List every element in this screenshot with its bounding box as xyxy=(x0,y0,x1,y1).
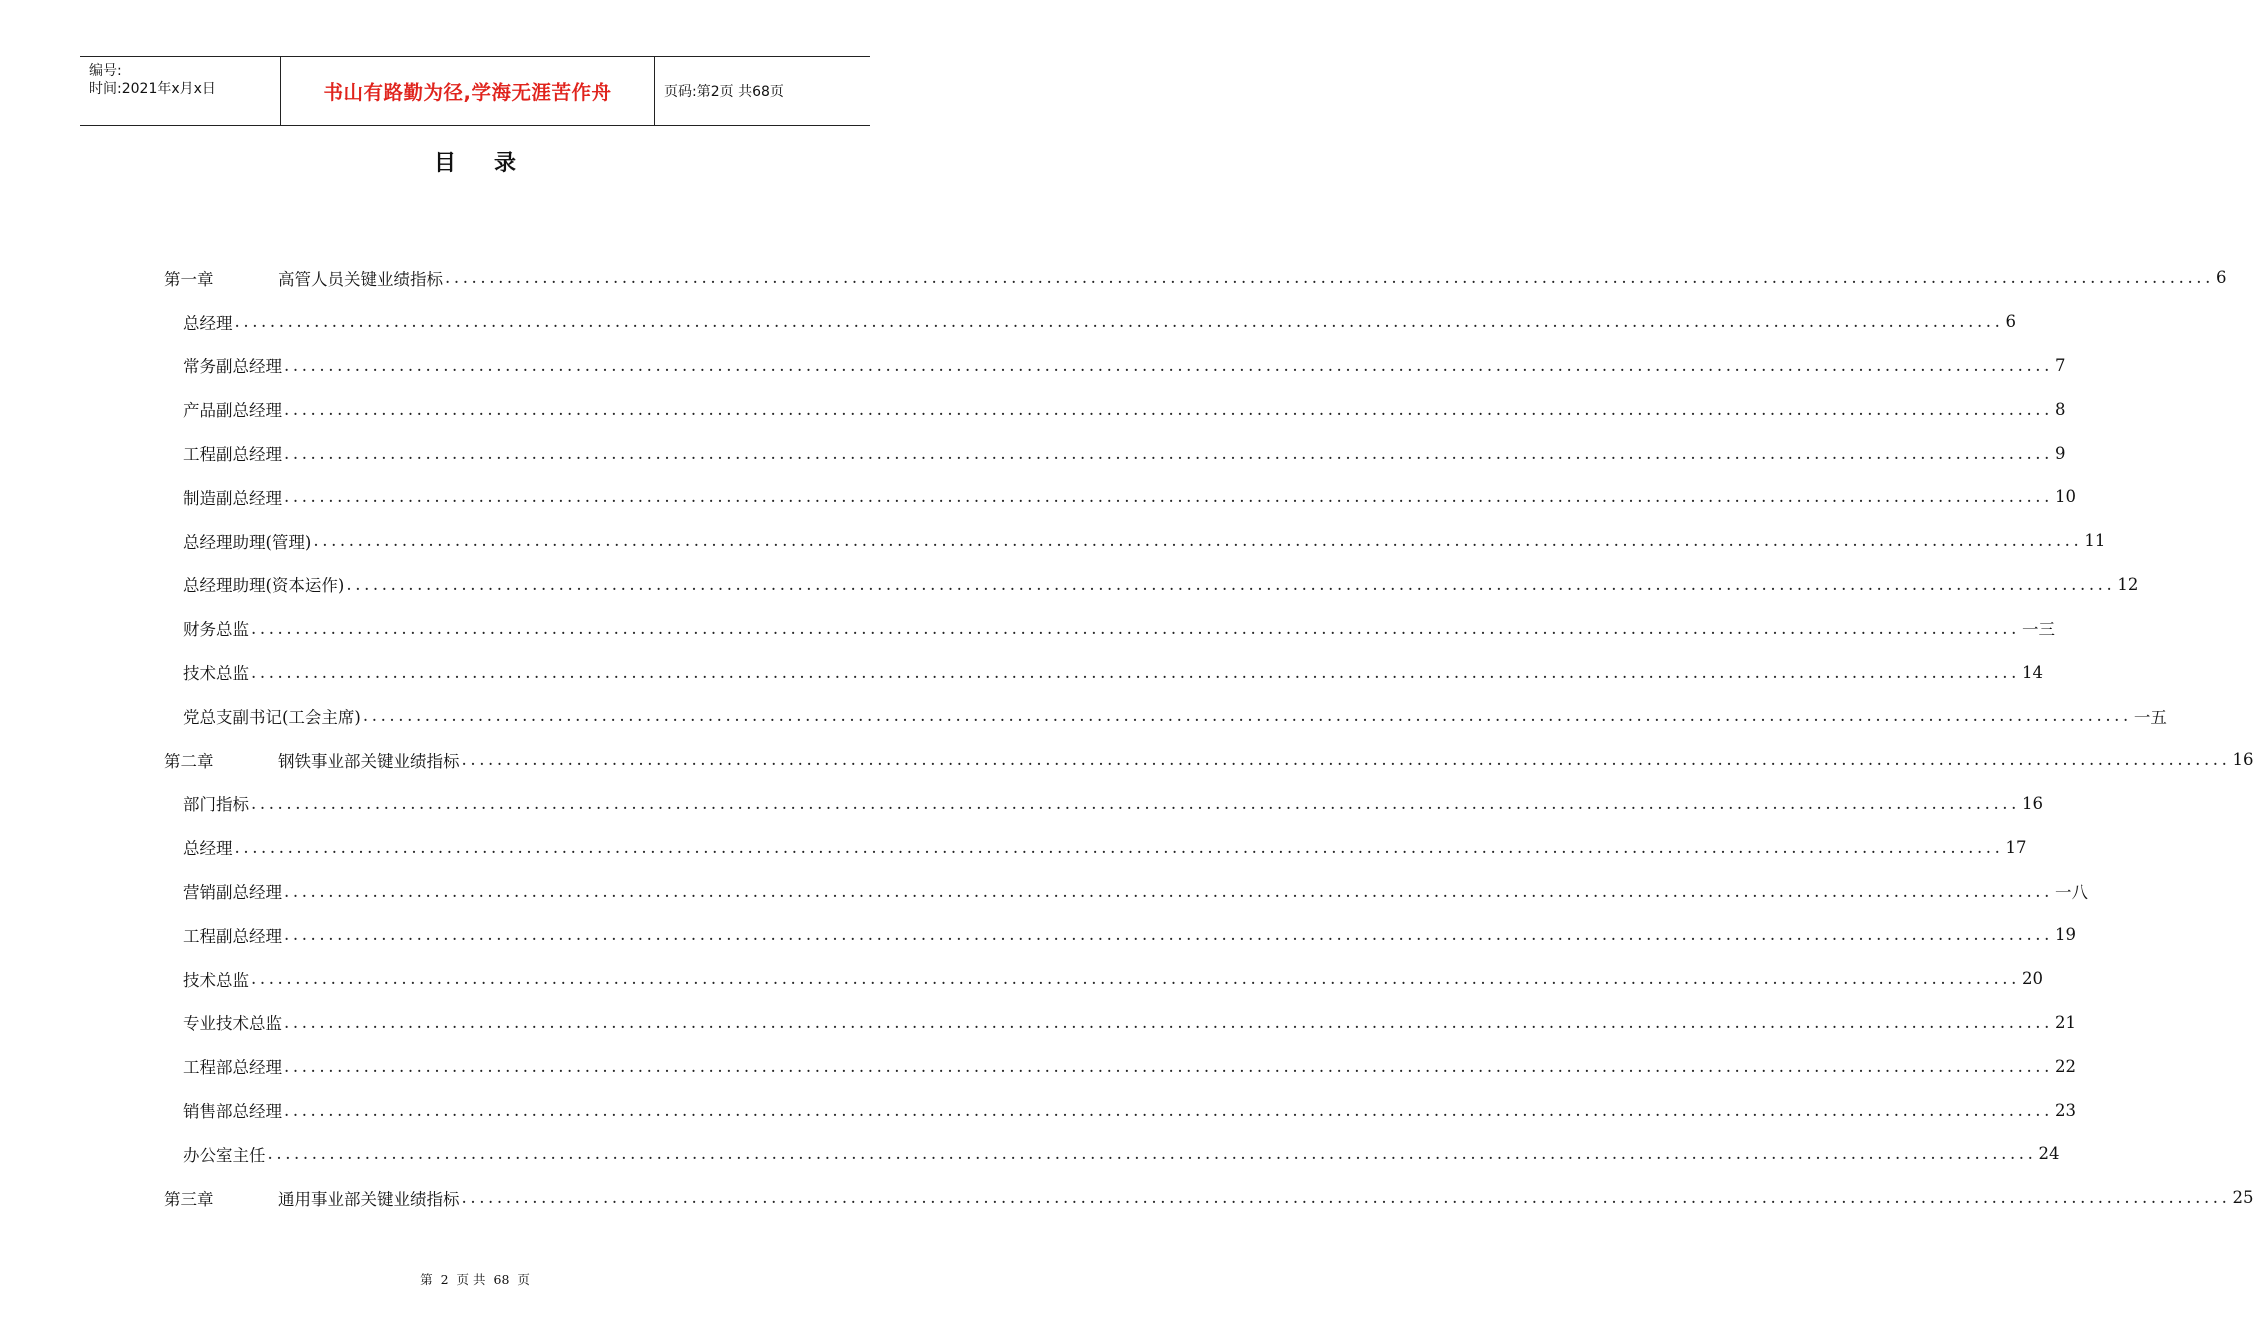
toc-entry-label: 工程副总经理 xyxy=(183,926,282,946)
toc-entry[interactable] xyxy=(164,1088,2076,1132)
toc-entry[interactable] xyxy=(164,1132,2060,1176)
toc-chapter-entry[interactable] xyxy=(164,256,2227,300)
toc-entry-label: 工程部总经理 xyxy=(183,1058,282,1078)
toc-entry-page: 11 xyxy=(2084,531,2106,551)
toc-entry-label: 钢铁事业部关键业绩指标 xyxy=(278,751,460,771)
toc-entry-label: 财务总监 xyxy=(183,620,249,640)
toc-entry-label: 技术总监 xyxy=(183,664,249,684)
footer-total-pages: 68 xyxy=(493,1272,510,1287)
document-time-label: 时间:2021年x月x日 xyxy=(89,81,216,97)
toc-chapter-entry[interactable] xyxy=(164,1176,2253,1220)
toc-entry-page: 10 xyxy=(2054,487,2076,507)
toc-entry[interactable] xyxy=(164,650,2043,694)
page-header xyxy=(80,56,870,126)
toc-entry-page: 6 xyxy=(2005,312,2016,332)
toc-dot-leader: ........................................................................................................................................................................................................ xyxy=(461,750,2231,770)
header-meta xyxy=(80,57,281,125)
toc-dot-leader: ........................................................................................................................................................................................................ xyxy=(284,1012,2053,1032)
toc-chapter-entry[interactable] xyxy=(164,738,2253,782)
table-of-contents xyxy=(164,256,2253,1220)
toc-dot-leader: ........................................................................................................................................................................................................ xyxy=(251,969,2020,989)
header-page-info: 页码:第2页 共68页 xyxy=(664,84,784,100)
toc-entry[interactable] xyxy=(164,475,2076,519)
toc-entry-label: 专业技术总监 xyxy=(183,1014,282,1034)
toc-entry-label: 部门指标 xyxy=(183,795,249,815)
toc-dot-leader: ........................................................................................................................................................................................................ xyxy=(267,1144,2037,1164)
document-number-label: 编号: xyxy=(89,63,122,79)
toc-dot-leader: ........................................................................................................................................................................................................ xyxy=(284,925,2053,945)
page-footer xyxy=(0,1270,950,1288)
toc-entry-page: 一八 xyxy=(2054,883,2088,903)
toc-dot-leader: ........................................................................................................................................................................................................ xyxy=(284,487,2053,507)
toc-entry-page: 8 xyxy=(2054,399,2066,419)
toc-entry[interactable] xyxy=(164,300,2016,344)
toc-entry[interactable] xyxy=(164,519,2106,563)
toc-dot-leader: ........................................................................................................................................................................................................ xyxy=(284,355,2053,375)
toc-entry[interactable] xyxy=(164,387,2066,431)
header-motto: 书山有路勤为径,学海无涯苦作舟 xyxy=(281,57,655,125)
toc-entry[interactable] xyxy=(164,869,2088,913)
footer-prefix: 第 xyxy=(420,1272,433,1287)
toc-entry-label: 总经理 xyxy=(183,313,233,333)
toc-entry-label: 技术总监 xyxy=(183,970,249,990)
toc-dot-leader: ........................................................................................................................................................................................................ xyxy=(284,399,2053,419)
toc-entry-page: 12 xyxy=(2117,574,2139,594)
toc-entry[interactable] xyxy=(164,1044,2076,1088)
toc-dot-leader: ........................................................................................................................................................................................................ xyxy=(445,268,2214,288)
toc-entry-label: 制造副总经理 xyxy=(183,488,282,508)
toc-entry-label: 工程副总经理 xyxy=(183,445,282,465)
toc-entry-page: 25 xyxy=(2232,1188,2253,1208)
toc-dot-leader: ........................................................................................................................................................................................................ xyxy=(313,531,2083,551)
toc-entry[interactable] xyxy=(164,913,2076,957)
toc-entry-page: 14 xyxy=(2021,662,2043,682)
toc-entry-page: 7 xyxy=(2054,355,2066,375)
toc-entry-label: 总经理 xyxy=(183,839,233,859)
toc-entry-page: 23 xyxy=(2054,1100,2076,1120)
toc-dot-leader: ........................................................................................................................................................................................................ xyxy=(251,793,2020,813)
toc-entry-page: 16 xyxy=(2232,750,2253,770)
toc-chapter-number: 第三章 xyxy=(164,1189,214,1209)
toc-entry[interactable] xyxy=(164,563,2139,607)
footer-suffix: 页 xyxy=(517,1272,530,1287)
toc-entry-page: 一五 xyxy=(2133,707,2167,727)
toc-dot-leader: ........................................................................................................................................................................................................ xyxy=(461,1188,2231,1208)
toc-dot-leader: ........................................................................................................................................................................................................ xyxy=(346,574,2116,594)
toc-entry-label: 营销副总经理 xyxy=(183,883,282,903)
toc-entry-page: 20 xyxy=(2021,969,2043,989)
toc-entry-page: 24 xyxy=(2038,1144,2060,1164)
toc-dot-leader: ........................................................................................................................................................................................................ xyxy=(251,618,2020,638)
toc-entry-label: 销售部总经理 xyxy=(183,1102,282,1122)
toc-chapter-number: 第一章 xyxy=(164,269,214,289)
toc-entry[interactable] xyxy=(164,957,2043,1001)
footer-mid: 页 共 xyxy=(456,1272,486,1287)
toc-dot-leader: ........................................................................................................................................................................................................ xyxy=(284,443,2053,463)
toc-dot-leader: ........................................................................................................................................................................................................ xyxy=(284,1100,2053,1120)
page-title: 目录 xyxy=(433,151,554,176)
toc-entry-page: 一三 xyxy=(2021,620,2055,640)
toc-entry[interactable] xyxy=(164,782,2043,826)
toc-entry[interactable] xyxy=(164,694,2167,738)
toc-entry-label: 常务副总经理 xyxy=(183,357,282,377)
toc-dot-leader: ........................................................................................................................................................................................................ xyxy=(234,312,2004,332)
toc-entry[interactable] xyxy=(164,1001,2076,1045)
toc-entry-label: 总经理助理(管理) xyxy=(183,532,312,552)
toc-entry[interactable] xyxy=(164,825,2027,869)
toc-entry-page: 17 xyxy=(2005,837,2027,857)
toc-entry[interactable] xyxy=(164,606,2055,650)
toc-entry-label: 通用事业部关键业绩指标 xyxy=(278,1189,460,1209)
toc-entry-page: 6 xyxy=(2215,268,2227,288)
toc-dot-leader: ........................................................................................................................................................................................................ xyxy=(362,706,2132,726)
toc-entry-page: 9 xyxy=(2054,443,2066,463)
toc-entry-page: 19 xyxy=(2054,925,2076,945)
toc-dot-leader: ........................................................................................................................................................................................................ xyxy=(284,881,2053,901)
toc-chapter-number: 第二章 xyxy=(164,751,214,771)
toc-entry[interactable] xyxy=(164,344,2066,388)
toc-entry-page: 16 xyxy=(2021,793,2043,813)
toc-entry-page: 21 xyxy=(2054,1012,2076,1032)
footer-page-number: 2 xyxy=(440,1272,449,1287)
toc-entry[interactable] xyxy=(164,431,2066,475)
toc-entry-label: 党总支副书记(工会主席) xyxy=(183,707,361,727)
toc-entry-label: 总经理助理(资本运作) xyxy=(183,576,345,596)
toc-entry-label: 高管人员关键业绩指标 xyxy=(278,269,443,289)
toc-entry-label: 办公室主任 xyxy=(183,1145,266,1165)
toc-dot-leader: ........................................................................................................................................................................................................ xyxy=(284,1056,2053,1076)
toc-entry-label: 产品副总经理 xyxy=(183,401,282,421)
toc-dot-leader: ........................................................................................................................................................................................................ xyxy=(251,662,2020,682)
toc-entry-page: 22 xyxy=(2054,1056,2076,1076)
toc-dot-leader: ........................................................................................................................................................................................................ xyxy=(234,837,2004,857)
